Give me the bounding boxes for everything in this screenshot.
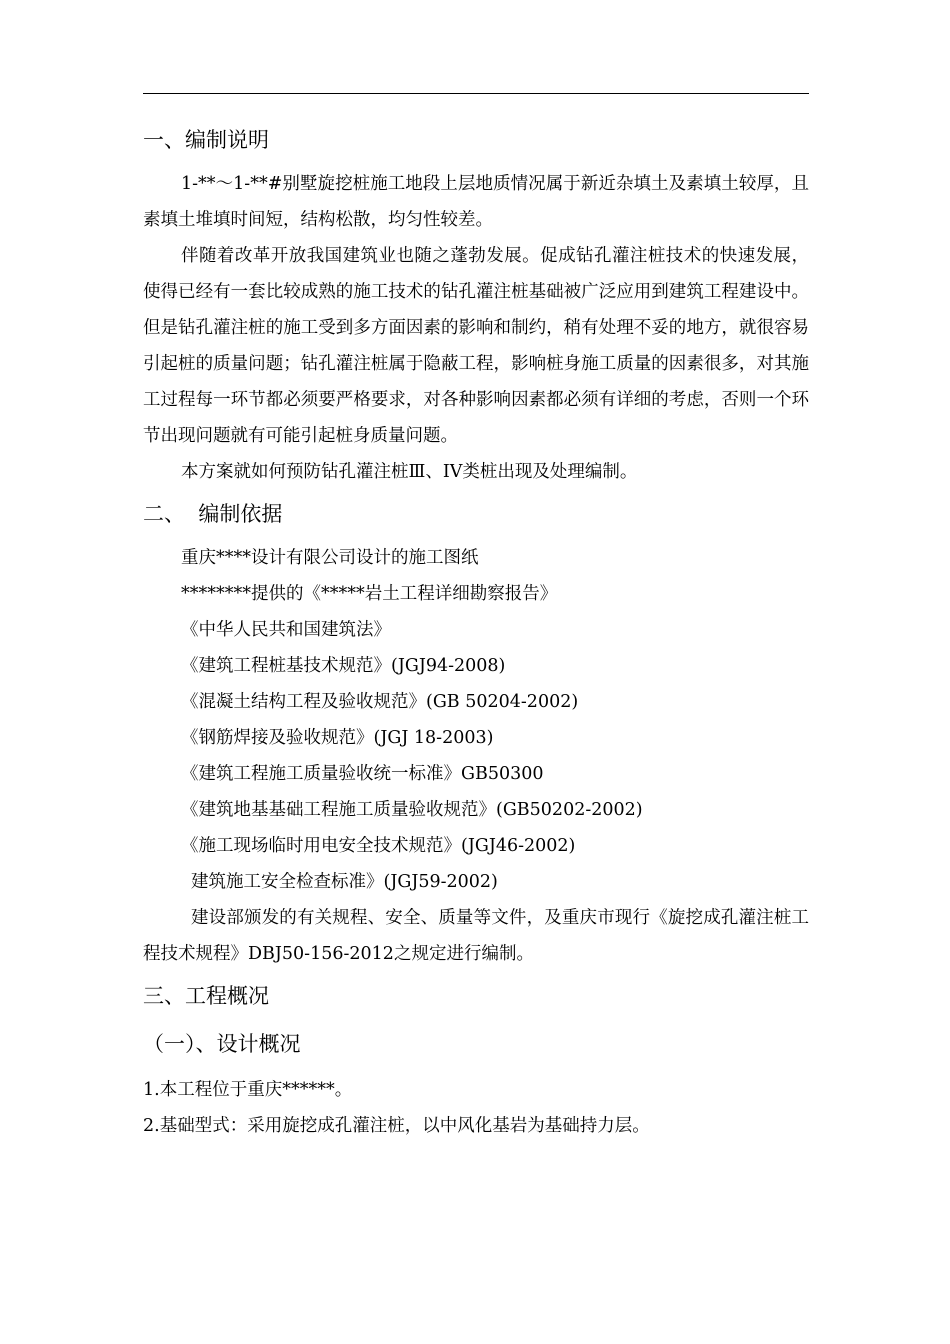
- reference-item: 《中华人民共和国建筑法》: [181, 620, 391, 640]
- section-2-closing-paragraph: 建设部颁发的有关规程、安全、质量等文件，及重庆市现行《旋挖成孔灌注桩工程技术规程》DBJ50-156-2012之规定进行编制。: [143, 908, 809, 964]
- document-body: [143, 122, 809, 1144]
- overview-item: 2.基础型式：采用旋挖成孔灌注桩，以中风化基岩为基础持力层。: [143, 1116, 650, 1136]
- reference-item: 重庆****设计有限公司设计的施工图纸: [181, 548, 479, 568]
- reference-item: 《建筑工程施工质量验收统一标准》GB50300: [181, 764, 544, 784]
- reference-item: 《施工现场临时用电安全技术规范》(JGJ46-2002): [181, 836, 576, 856]
- overview-item: 1.本工程位于重庆******。: [143, 1080, 353, 1100]
- section-1-heading: 一、编制说明: [143, 128, 269, 152]
- reference-item: 《混凝土结构工程及验收规范》(GB 50204-2002): [181, 692, 579, 712]
- header-rule: [143, 93, 809, 94]
- reference-item: 《建筑地基基础工程施工质量验收规范》(GB50202-2002): [181, 800, 643, 820]
- reference-item: 建筑施工安全检查标准》(JGJ59-2002): [191, 872, 498, 892]
- section-1-paragraph-3: 本方案就如何预防钻孔灌注桩Ⅲ、IV类桩出现及处理编制。: [181, 462, 638, 482]
- reference-item: 《钢筋焊接及验收规范》(JGJ 18-2003): [181, 728, 494, 748]
- reference-item: 《建筑工程桩基技术规范》(JGJ94-2008): [181, 656, 506, 676]
- section-3-subheading: （一）、设计概况: [143, 1032, 301, 1056]
- section-2-heading: 二、 编制依据: [143, 502, 283, 526]
- reference-list: [143, 540, 809, 900]
- section-1-paragraph-1: 1-**～1-**#别墅旋挖桩施工地段上层地质情况属于新近杂填土及素填土较厚，且素填土堆填时间短，结构松散，均匀性较差。: [143, 174, 809, 230]
- section-1-paragraph-2: 伴随着改革开放我国建筑业也随之蓬勃发展。促成钻孔灌注桩技术的快速发展，使得已经有一套比较成熟的施工技术的钻孔灌注桩基础被广泛应用到建筑工程建设中。但是钻孔灌注桩的施工受到多方面因素的影响和制约，稍有处理不妥的地方，就很容易引起桩的质量问题；钻孔灌注桩属于隐蔽工程，影响桩身施工质量的因素很多，对其施工过程每一环节都必须要严格要求，对各种影响因素都必须有详细的考虑，否则一个环节出现问题就有可能引起桩身质量问题。: [143, 246, 809, 446]
- reference-item: ********提供的《*****岩土工程详细勘察报告》: [181, 584, 558, 604]
- section-3-heading: 三、工程概况: [143, 984, 269, 1008]
